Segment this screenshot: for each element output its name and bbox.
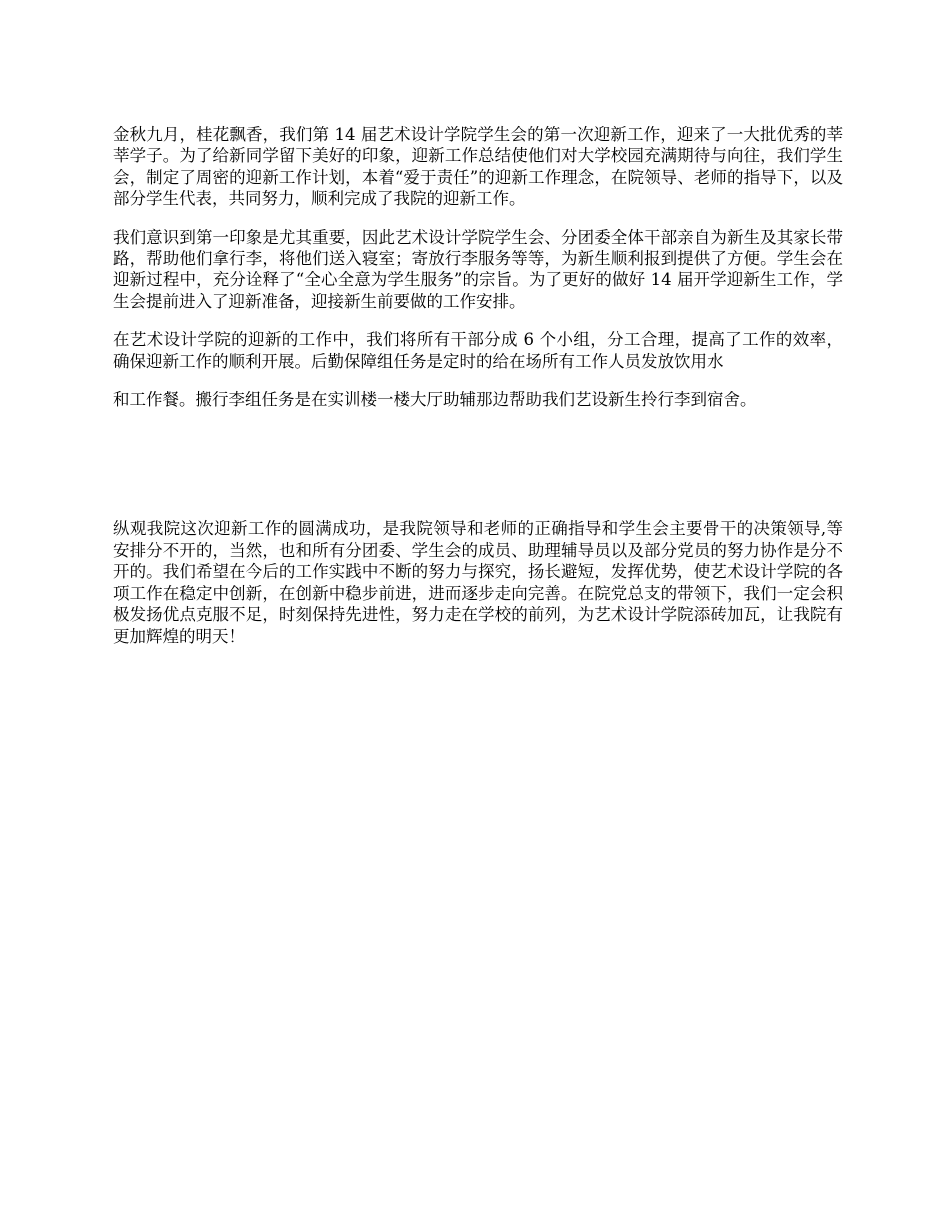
paragraph-groups: 在艺术设计学院的迎新的工作中，我们将所有干部分成 6 个小组，分工合理，提高了工作的效率，确保迎新工作的顺利开展。后勤保障组任务是定时的给在场所有工作人员发放饮用水 [113,330,843,371]
paragraph-conclusion: 纵观我院这次迎新工作的圆满成功，是我院领导和老师的正确指导和学生会主要骨干的决策领导,等安排分不开的，当然，也和所有分团委、学生会的成员、助理辅导员以及部分党员的努力协作是分不开的。我们希望在今后的工作实践中不断的努力与探究，扬长避短，发挥优势，使艺术设计学院的各项工作在稳定中创新，在创新中稳步前进，进而逐步走向完善。在院党总支的带领下，我们一定会积极发扬优点克服不足，时刻保持先进性，努力走在学校的前列，为艺术设计学院添砖加瓦，让我院有更加辉煌的明天！ [113,519,843,646]
paragraph-intro: 金秋九月，桂花飘香，我们第 14 届艺术设计学院学生会的第一次迎新工作，迎来了一大批优秀的莘莘学子。为了给新同学留下美好的印象，迎新工作总结使他们对大学校园充满期待与向往，我们学生会，制定了周密的迎新工作计划，本着“爱于责任”的迎新工作理念，在院领导、老师的指导下，以及部分学生代表，共同努力，顺利完成了我院的迎新工作。 [113,125,843,209]
paragraph-luggage: 和工作餐。搬行李组任务是在实训楼一楼大厅助辅那边帮助我们艺设新生拎行李到宿舍。 [113,390,757,410]
paragraph-first-impression: 我们意识到第一印象是尤其重要，因此艺术设计学院学生会、分团委全体干部亲自为新生及其家长带路，帮助他们拿行李，将他们送入寝室；寄放行李服务等等，为新生顺利报到提供了方便。学生会在迎新过程中，充分诠释了“全心全意为学生服务”的宗旨。为了更好的做好 14 届开学迎新生工作，学生会提前进入了迎新准备，迎接新生前要做的工作安排。 [113,227,843,311]
document-body [113,124,843,647]
